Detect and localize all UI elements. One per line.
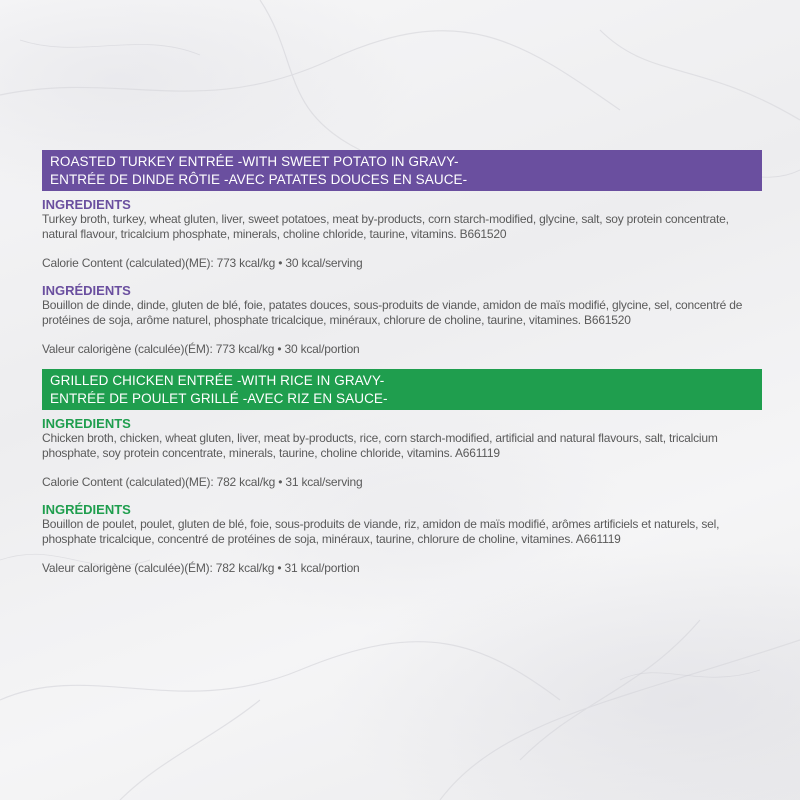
chicken-ingredients-en: Chicken broth, chicken, wheat gluten, liver, meat by-products, rice, corn starch-modified, artificial and natural flavours, salt, tricalcium phosphate, soy protein concentrate, minerals, taurine, choline chloride, vitamins. A661119: [42, 431, 718, 460]
chicken-calorie-en: Calorie Content (calculated)(ME): 782 kcal/kg • 31 kcal/serving: [42, 475, 363, 489]
chicken-title-band: [42, 369, 762, 410]
turkey-title-band: [42, 150, 762, 191]
chicken-title-en: GRILLED CHICKEN ENTRÉE -WITH RICE IN GRAVY-: [50, 372, 385, 388]
chicken-ingredients-heading-en: INGREDIENTS: [42, 416, 131, 431]
turkey-ingredients-en: Turkey broth, turkey, wheat gluten, liver, sweet potatoes, meat by-products, corn starch-modified, glycine, salt, soy protein concentrate, natural flavour, tricalcium phosphate, minerals, choline chloride, taurine, vitamins. B661520: [42, 212, 729, 241]
product-info-panel: [42, 150, 762, 588]
chicken-ingredients-heading-fr: INGRÉDIENTS: [42, 502, 131, 517]
chicken-ingredients-fr: Bouillon de poulet, poulet, gluten de blé, foie, sous-produits de viande, riz, amidon de maïs modifié, arômes artificiels et naturels, sel, phosphate tricalcique, concentré de protéines de soja, minéraux, taurine, chlorure de choline, vitamines. A661119: [42, 517, 720, 546]
turkey-ingredients-fr: Bouillon de dinde, dinde, gluten de blé, foie, patates douces, sous-produits de viande, amidon de maïs modifié, glycine, sel, concentré de protéines de soja, arôme naturel, phosphate tricalcique, minéraux, chlorure de choline, taurine, vitamines. B661520: [42, 298, 743, 327]
chicken-title-fr: ENTRÉE DE POULET GRILLÉ -AVEC RIZ EN SAUCE-: [50, 390, 388, 406]
turkey-title-en: ROASTED TURKEY ENTRÉE -WITH SWEET POTATO IN GRAVY-: [50, 153, 459, 169]
turkey-ingredients-heading-en: INGREDIENTS: [42, 197, 131, 212]
turkey-title-fr: ENTRÉE DE DINDE RÔTIE -AVEC PATATES DOUCES EN SAUCE-: [50, 171, 468, 187]
turkey-calorie-fr: Valeur calorigène (calculée)(ÉM): 773 kcal/kg • 30 kcal/portion: [42, 342, 360, 356]
chicken-calorie-fr: Valeur calorigène (calculée)(ÉM): 782 kcal/kg • 31 kcal/portion: [42, 561, 360, 575]
turkey-calorie-en: Calorie Content (calculated)(ME): 773 kcal/kg • 30 kcal/serving: [42, 256, 363, 270]
turkey-ingredients-heading-fr: INGRÉDIENTS: [42, 283, 131, 298]
